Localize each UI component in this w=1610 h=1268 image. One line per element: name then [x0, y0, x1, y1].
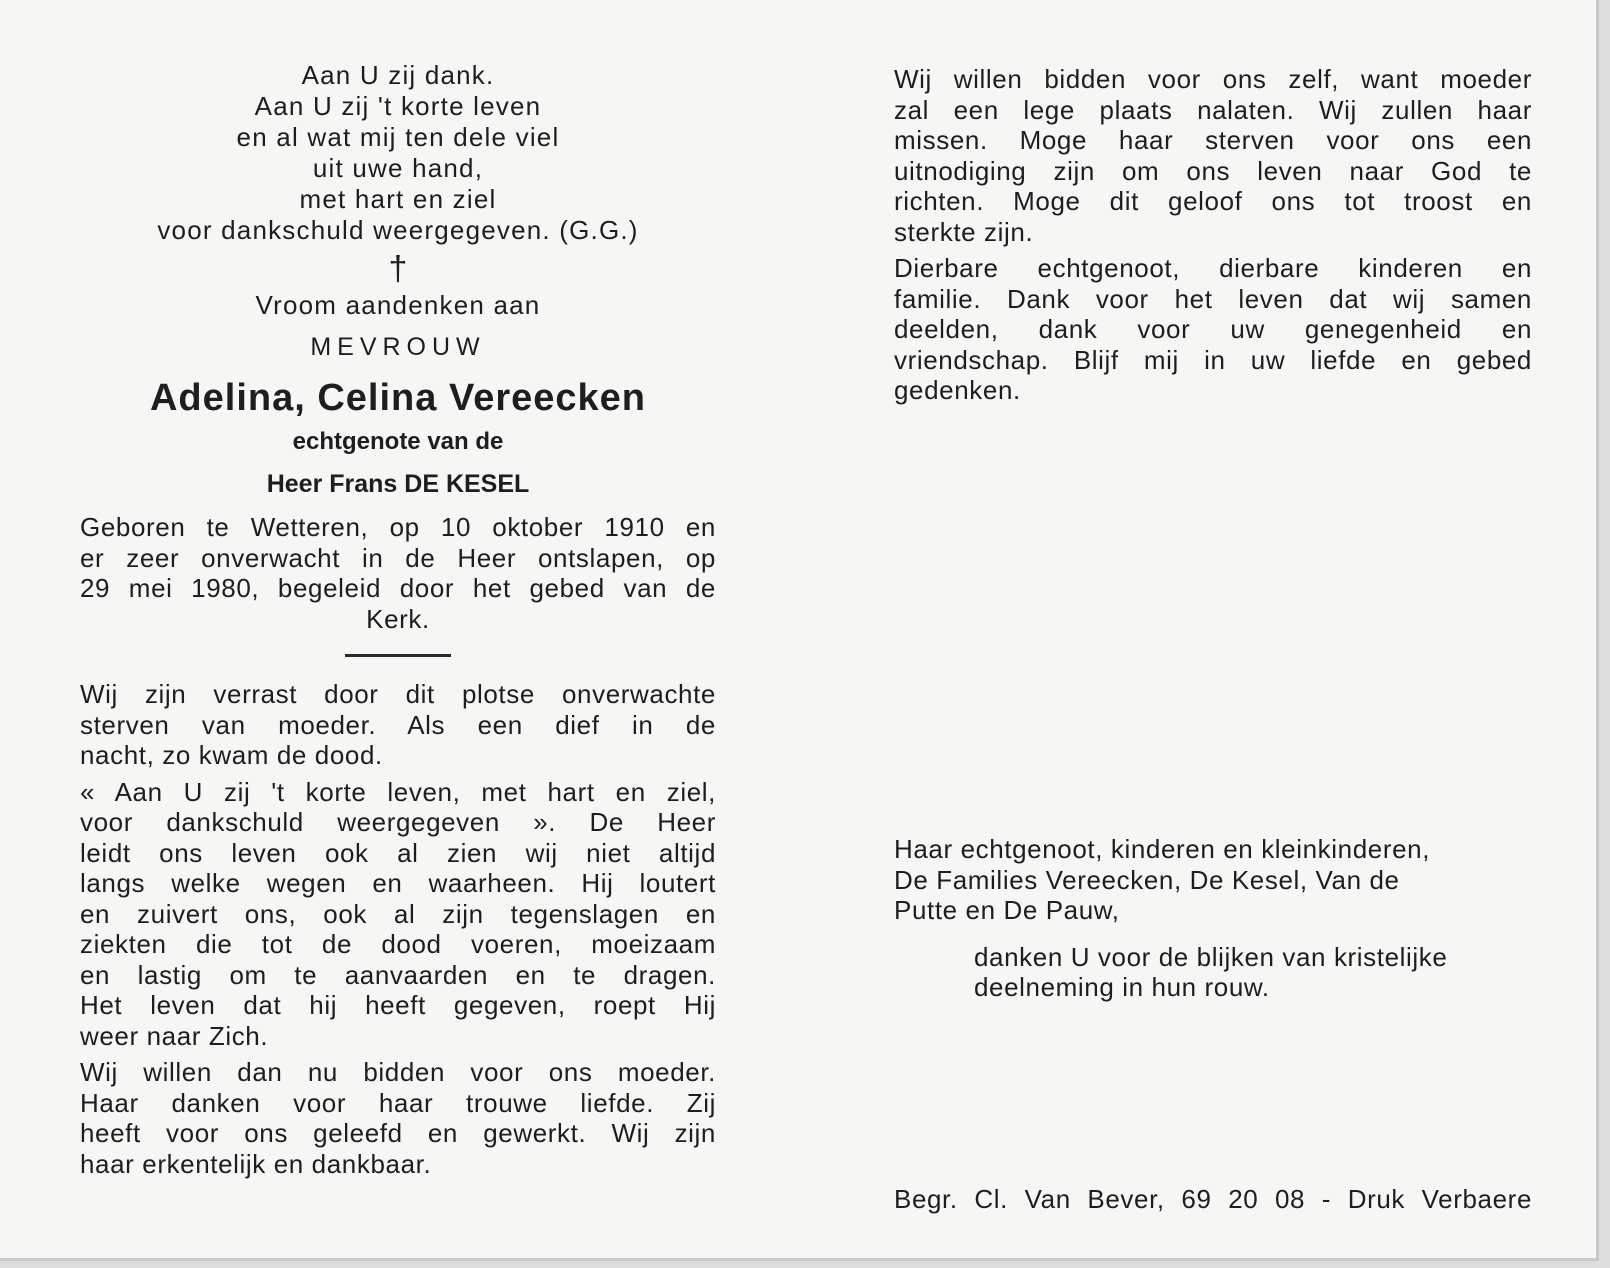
poem-line: met hart en ziel [299, 184, 497, 214]
poem-line: uit uwe hand, [312, 153, 484, 183]
text-line: langs welke wegen en waarheen. Hij loutert [80, 868, 716, 898]
text-line: Wij willen bidden voor ons zelf, want moeder [894, 64, 1532, 94]
text-line: er zeer onverwacht in de Heer ontslapen, op [80, 542, 716, 573]
text-line: voor dankschuld weergegeven ». De Heer [80, 807, 716, 837]
text-line: uitnodiging zijn om ons leven naar God te [894, 155, 1532, 186]
text-line: missen. Moge haar sterven voor ons een [894, 125, 1532, 155]
text-line: Het leven dat hij heeft gegeven, roept Hij [80, 990, 716, 1020]
text-line: ziekten die tot de dood voeren, moeizaam [80, 929, 716, 959]
family-line: Putte en De Pauw, [894, 895, 1120, 925]
text-line: en zuivert ons, ook al zijn tegenslagen en [80, 898, 716, 929]
text-line: richten. Moge dit geloof ons tot troost en [894, 186, 1532, 216]
paragraph [894, 64, 1532, 247]
text-line: Kerk. [366, 603, 430, 634]
family-line: De Families Vereecken, De Kesel, Van de [894, 864, 1400, 895]
in-memory-heading: Vroom aandenken aan [255, 290, 541, 320]
text-line: Geboren te Wetteren, op 10 oktober 1910 en [80, 512, 716, 542]
right-column [894, 64, 1532, 406]
spouse-prefix: echtgenote van de [292, 428, 504, 455]
text-line: familie. Dank voor het leven dat wij samen [894, 283, 1532, 314]
text-line: vriendschap. Blijf mij in uw liefde en gebed [894, 344, 1532, 375]
text-line: sterven van moeder. Als een dief in de [80, 709, 716, 740]
text-line: en lastig om te aanvaarden en te dragen. [80, 959, 716, 990]
divider [345, 654, 451, 657]
text-line: haar erkentelijk en dankbaar. [80, 1148, 432, 1179]
spouse-name: Heer Frans DE KESEL [266, 470, 530, 498]
thanks-line: danken U voor de blijken van kristelijke [974, 941, 1448, 972]
poem-line: en al wat mij ten dele viel [236, 122, 560, 152]
text-line: Wij willen dan nu bidden voor ons moeder. [80, 1057, 716, 1087]
text-line: gedenken. [894, 375, 1021, 405]
closing-block [894, 834, 1532, 1003]
text-line: heeft voor ons geleefd en gewerkt. Wij zijn [80, 1118, 716, 1148]
paragraph [80, 777, 716, 1052]
poem [80, 60, 716, 246]
text-line: « Aan U zij 't korte leven, met hart en ziel, [80, 776, 716, 807]
cross-icon: † [388, 250, 408, 288]
text-line: zal een lege plaats nalaten. Wij zullen haar [894, 94, 1532, 125]
text-line: Haar danken voor haar trouwe liefde. Zij [80, 1087, 716, 1118]
title-mevrouw: MEVROUW [310, 333, 486, 361]
text-line: nacht, zo kwam de dood. [80, 740, 383, 770]
paragraph [80, 679, 716, 771]
paragraph [894, 253, 1532, 406]
text-line: leidt ons leven ook al zien wij niet altijd [80, 837, 716, 868]
text-line: deelden, dank voor uw genegenheid en [894, 314, 1532, 344]
poem-line: Aan U zij 't korte leven [254, 91, 542, 121]
text-line: sterkte zijn. [894, 216, 1034, 247]
poem-line: Aan U zij dank. [301, 60, 495, 90]
birth-death-paragraph [80, 512, 716, 634]
family-line: Haar echtgenoot, kinderen en kleinkinderen, [894, 834, 1431, 864]
text-line: Dierbare echtgenoot, dierbare kinderen en [894, 253, 1532, 283]
text-line: Wij zijn verrast door dit plotse onverwachte [80, 679, 716, 709]
text-line: 29 mei 1980, begeleid door het gebed van de [80, 573, 716, 603]
thanks-line: deelneming in hun rouw. [974, 972, 1270, 1002]
paragraph [80, 1057, 716, 1179]
deceased-name: Adelina, Celina Vereecken [149, 377, 646, 419]
left-text-body [80, 679, 716, 1179]
left-column [80, 60, 716, 1179]
printer-line: Begr. Cl. Van Bever, 69 20 08 - Druk Verbaere [894, 1184, 1532, 1214]
text-line: weer naar Zich. [80, 1020, 269, 1051]
poem-line: voor dankschuld weergegeven. (G.G.) [157, 215, 639, 245]
thanks-block [974, 942, 1532, 1003]
